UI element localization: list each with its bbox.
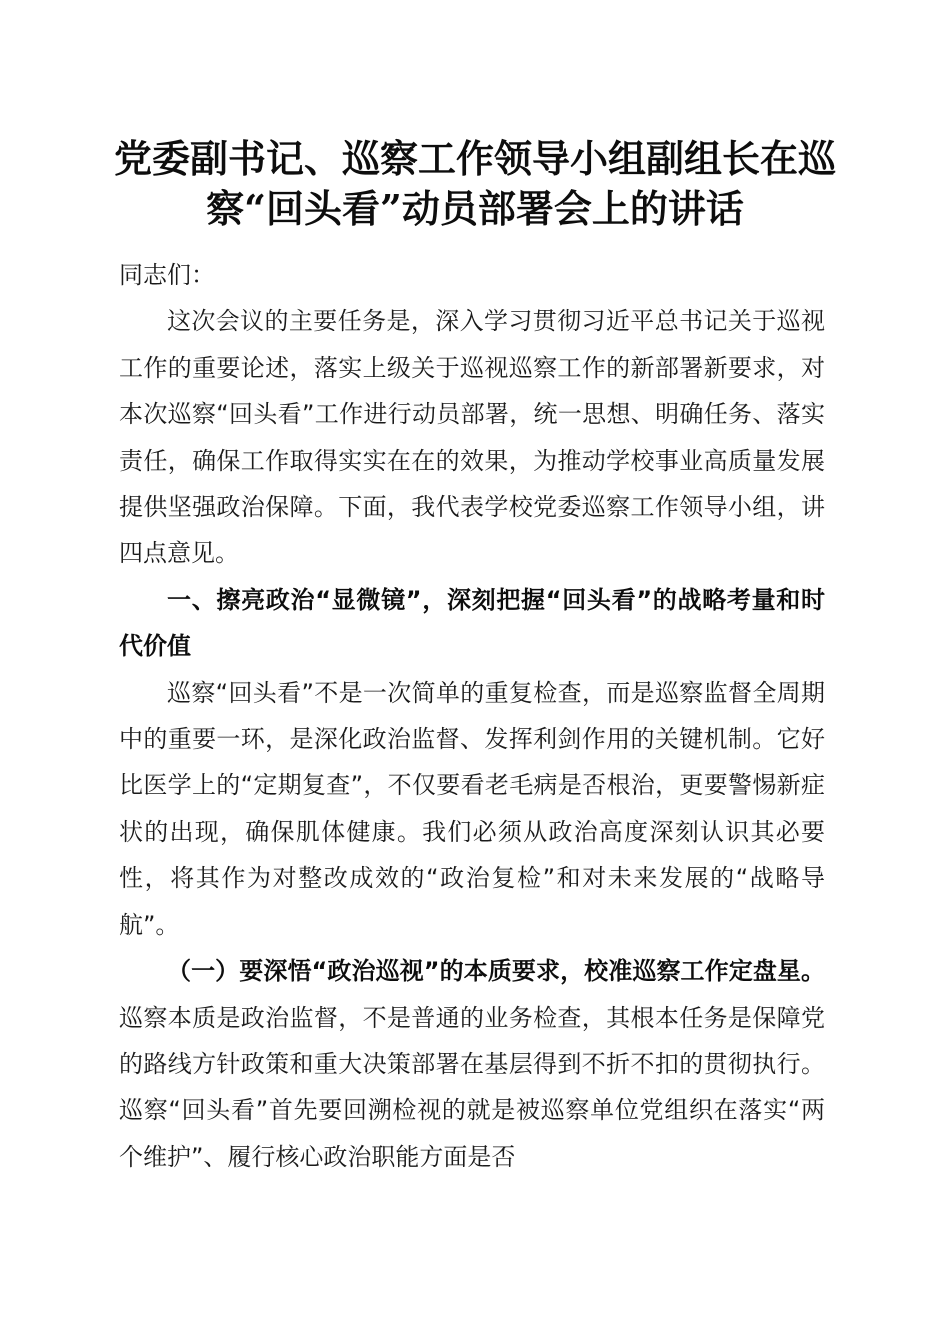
title-line-1: 党委副书记、巡察工作领导小组副组长在巡 — [113, 136, 836, 181]
section-1-heading: 一、擦亮政治“显微镜”，深刻把握“回头看”的战略考量和时代价值 — [119, 585, 825, 661]
section-1-paragraph: 巡察“回头看”不是一次简单的重复检查，而是巡察监督全周期中的重要一环，是深化政治监督、发挥利剑作用的关键机制。它好比医学上的“定期复查”，不仅要看老毛病是否根治，更要警惕新症状的出现，确保肌体健康。我们必须从政治高度深刻认识其必要性，将其作为对整改成效的“政治复检”和对未来发展的“战略导航”。 — [119, 678, 825, 939]
subsection-1-paragraph — [119, 948, 825, 1180]
intro-paragraph: 这次会议的主要任务是，深入学习贯彻习近平总书记关于巡视工作的重要论述，落实上级关于巡视巡察工作的新部署新要求，对本次巡察“回头看”工作进行动员部署，统一思想、明确任务、落实责任，确保工作取得实实在在的效果，为推动学校事业高质量发展提供坚强政治保障。下面，我代表学校党委巡察工作领导小组，讲四点意见。 — [119, 307, 825, 568]
subsection-1-text: 巡察本质是政治监督，不是普通的业务检查，其根本任务是保障党的路线方针政策和重大决策部署在基层得到不折不扣的贯彻执行。巡察“回头看”首先要回溯检视的就是被巡察单位党组织在落实“两个维护”、履行核心政治职能方面是否 — [119, 1003, 825, 1171]
subsection-1-lead: （一）要深悟“政治巡视”的本质要求，校准巡察工作定盘星。 — [167, 957, 825, 986]
title-line-2: 察“回头看”动员部署会上的讲话 — [206, 186, 744, 231]
document-body — [119, 252, 825, 1180]
document-title — [100, 134, 850, 234]
salutation: 同志们： — [119, 261, 215, 289]
